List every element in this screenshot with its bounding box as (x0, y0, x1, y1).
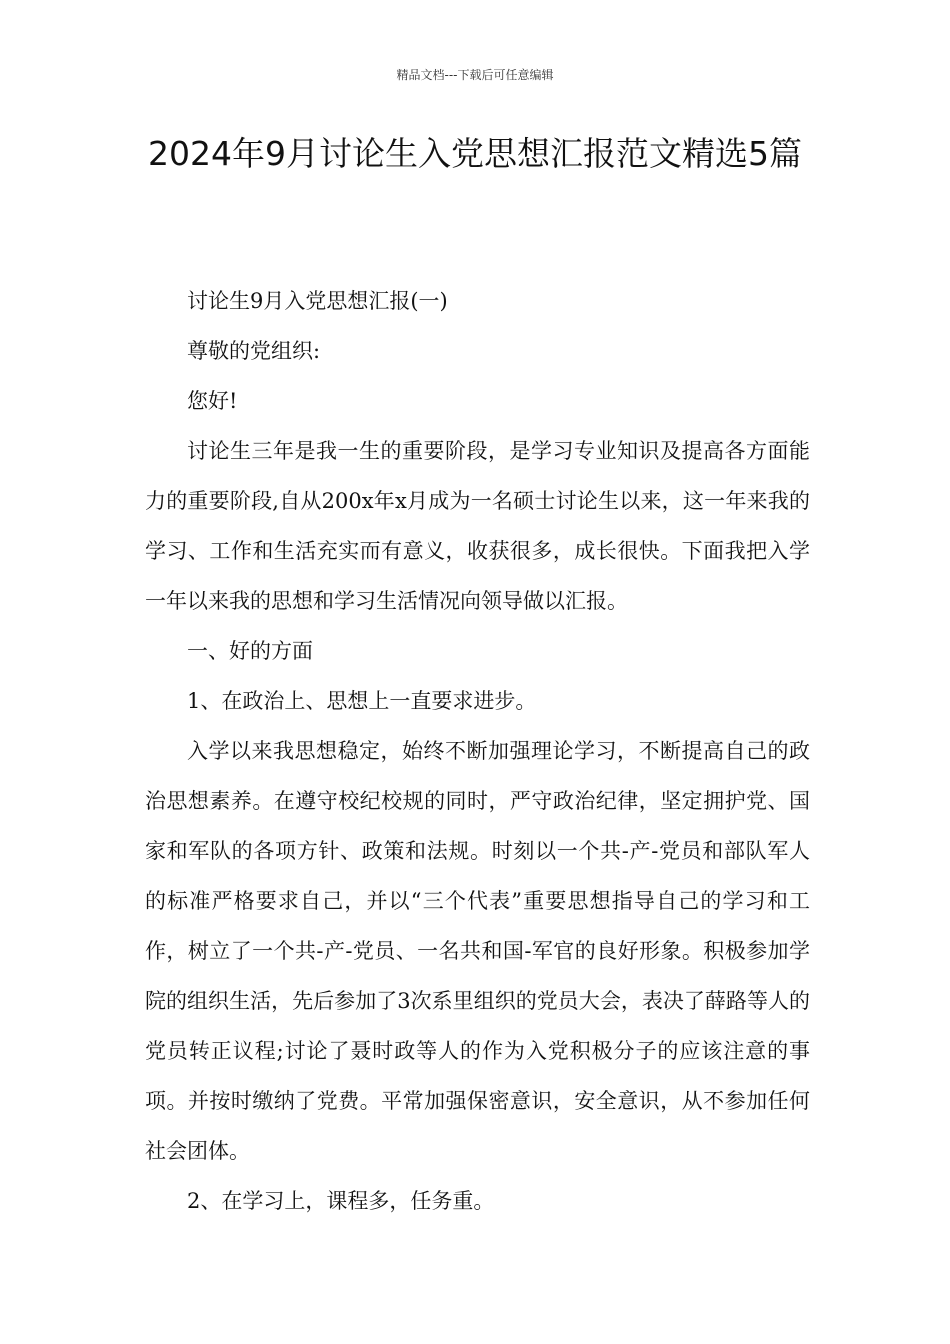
document-title: 2024年9月讨论生入党思想汇报范文精选5篇 (148, 134, 802, 173)
greeting: 您好! (187, 389, 238, 413)
document-body (145, 276, 810, 1226)
list-item-heading: 1、在政治上、思想上一直要求进步。 (187, 689, 537, 713)
section-heading: 讨论生9月入党思想汇报(一) (187, 289, 448, 313)
salutation: 尊敬的党组织: (187, 339, 321, 363)
page-header: 精品文档---下载后可任意编辑 (396, 68, 554, 82)
body-paragraph: 入学以来我思想稳定，始终不断加强理论学习，不断提高自己的政治思想素养。在遵守校纪校规的同时，严守政治纪律，坚定拥护党、国家和军队的各项方针、政策和法规。时刻以一个共-产-党员和部队军人的标准严格要求自己，并以“三个代表”重要思想指导自己的学习和工作，树立了一个共-产-党员、一名共和国-军官的良好形象。积极参加学院的组织生活，先后参加了3次系里组织的党员大会，表决了薛路等人的党员转正议程;讨论了聂时政等人的作为入党积极分子的应该注意的事项。并按时缴纳了党费。平常加强保密意识，安全意识，从不参加任何社会团体。 (145, 739, 810, 1163)
list-item-heading: 2、在学习上，课程多，任务重。 (187, 1189, 495, 1213)
subsection-heading: 一、好的方面 (187, 639, 313, 663)
body-paragraph: 讨论生三年是我一生的重要阶段，是学习专业知识及提高各方面能力的重要阶段,自从200x年x月成为一名硕士讨论生以来，这一年来我的学习、工作和生活充实而有意义，收获很多，成长很快。下面我把入学一年以来我的思想和学习生活情况向领导做以汇报。 (145, 439, 810, 613)
